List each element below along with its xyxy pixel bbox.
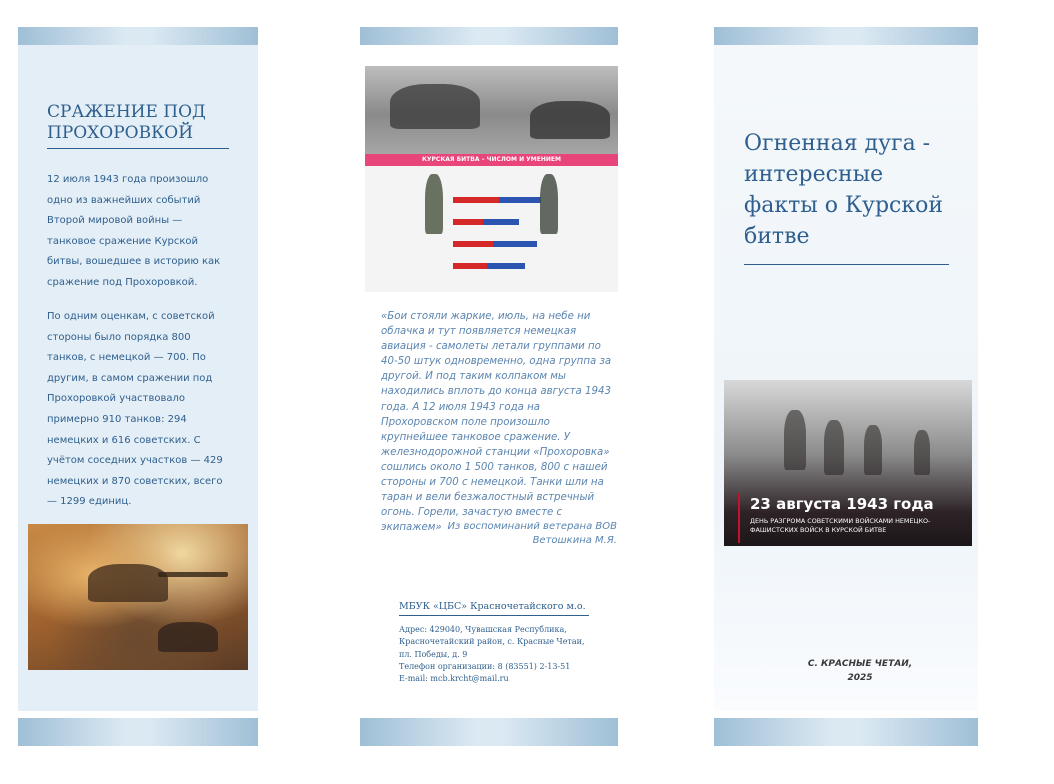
veteran-quote: «Бои стояли жаркие, июль, на небе ни облачка и тут появляется немецкая авиация - самолеты летали группами по 40-50 штук одновременно, одна группа за другой. И под таким колпаком мы находились вплоть до конца августа 1943 года. А 12 июля 1943 года на Прохоровском поле произошло крупнейшее танковое сражение. У железнодорожной станции «Прохоровка» сошлись около 1 500 танков, 800 с нашей стороны и 700 с немецкой. Танки шли на таран и вели безжалостный встречный огонь. Горели, зачастую вместе с экипажем» [381, 311, 612, 534]
address-line-3: пл. Победы, д. 9 [399, 649, 468, 659]
infographic-row-planes [453, 210, 519, 216]
victory-day-image [724, 380, 972, 546]
organization-name: МБУК «ЦБС» Красночетайского м.о. [399, 600, 589, 616]
infographic-tank-right [530, 101, 610, 139]
wreckage-silhouette [158, 622, 218, 652]
bottom-bar-left [18, 718, 258, 746]
place-text: С. КРАСНЫЕ ЧЕТАИ, [807, 659, 913, 669]
email-line: E-mail: mcb.krcht@mail.ru [399, 674, 509, 684]
left-panel [18, 45, 258, 711]
infographic-banner: КУРСКАЯ БИТВА – ЧИСЛОМ И УМЕНИЕМ [365, 154, 618, 166]
soldier-silhouette-3 [864, 425, 882, 475]
infographic-photo [365, 66, 618, 154]
quote-source-line2: Ветошкина М.Я. [532, 535, 617, 546]
brochure-title: Огненная дуга - интересные факты о Курской битве [744, 128, 949, 265]
tank-gun-barrel [158, 572, 228, 577]
phone-line: Телефон организации: 8 (83551) 2-13-51 [399, 661, 571, 671]
soldier-silhouette-4 [914, 430, 930, 475]
left-paragraph-1: 12 июля 1943 года произошло одно из важнейших событий Второй мировой войны — танковое сражение Курской битвы, вошедшее в историю как сражение под Прохоровкой. [47, 174, 221, 288]
year-text: 2025 [847, 673, 873, 683]
quote-source-line1: Из воспоминаний ветерана ВОВ [447, 521, 617, 532]
left-panel-title: СРАЖЕНИЕ ПОД ПРОХОРОВКОЙ [47, 102, 229, 149]
infographic-soldier-right [540, 174, 558, 234]
right-panel [714, 45, 978, 711]
place-and-year [790, 657, 930, 685]
image-date-heading: 23 августа 1943 года [750, 495, 934, 513]
top-bar-left [18, 27, 258, 45]
kursk-infographic-image [365, 66, 618, 292]
address-line-1: Адрес: 429040, Чувашская Республика, [399, 625, 567, 634]
image-accent-line [738, 493, 740, 543]
bottom-bar-right [714, 718, 978, 746]
top-bar-middle [360, 27, 618, 45]
bottom-bar-middle [360, 718, 618, 746]
left-paragraph-2: По одним оценкам, с советской стороны было порядка 800 танков, с немецкой — 700. По другим, в самом сражении под Прохоровкой участвовало примерно 910 танков: 294 немецких и 616 советских. С учётом соседних участков — 429 немецких и 870 советских, всего — 1299 единиц. [47, 311, 223, 508]
soldier-silhouette-2 [824, 420, 844, 475]
infographic-row-tanks [453, 254, 525, 260]
soldier-silhouette-1 [784, 410, 806, 470]
infographic-row-guns [453, 232, 537, 238]
image-caption: ДЕНЬ РАЗГРОМА СОВЕТСКИМИ ВОЙСКАМИ НЕМЕЦКО-ФАШИСТСКИХ ВОЙСК В КУРСКОЙ БИТВЕ [750, 517, 931, 534]
tank-silhouette [88, 564, 168, 602]
top-bar-right [714, 27, 978, 45]
infographic-soldier-left [425, 174, 443, 234]
organization-details [399, 624, 599, 685]
battle-painting-image [28, 524, 248, 670]
quote-source [381, 520, 617, 548]
infographic-tank-left [390, 84, 480, 129]
address-line-2: Красночетайский район, с. Красные Четаи, [399, 637, 585, 647]
infographic-row-soldiers [453, 188, 541, 194]
